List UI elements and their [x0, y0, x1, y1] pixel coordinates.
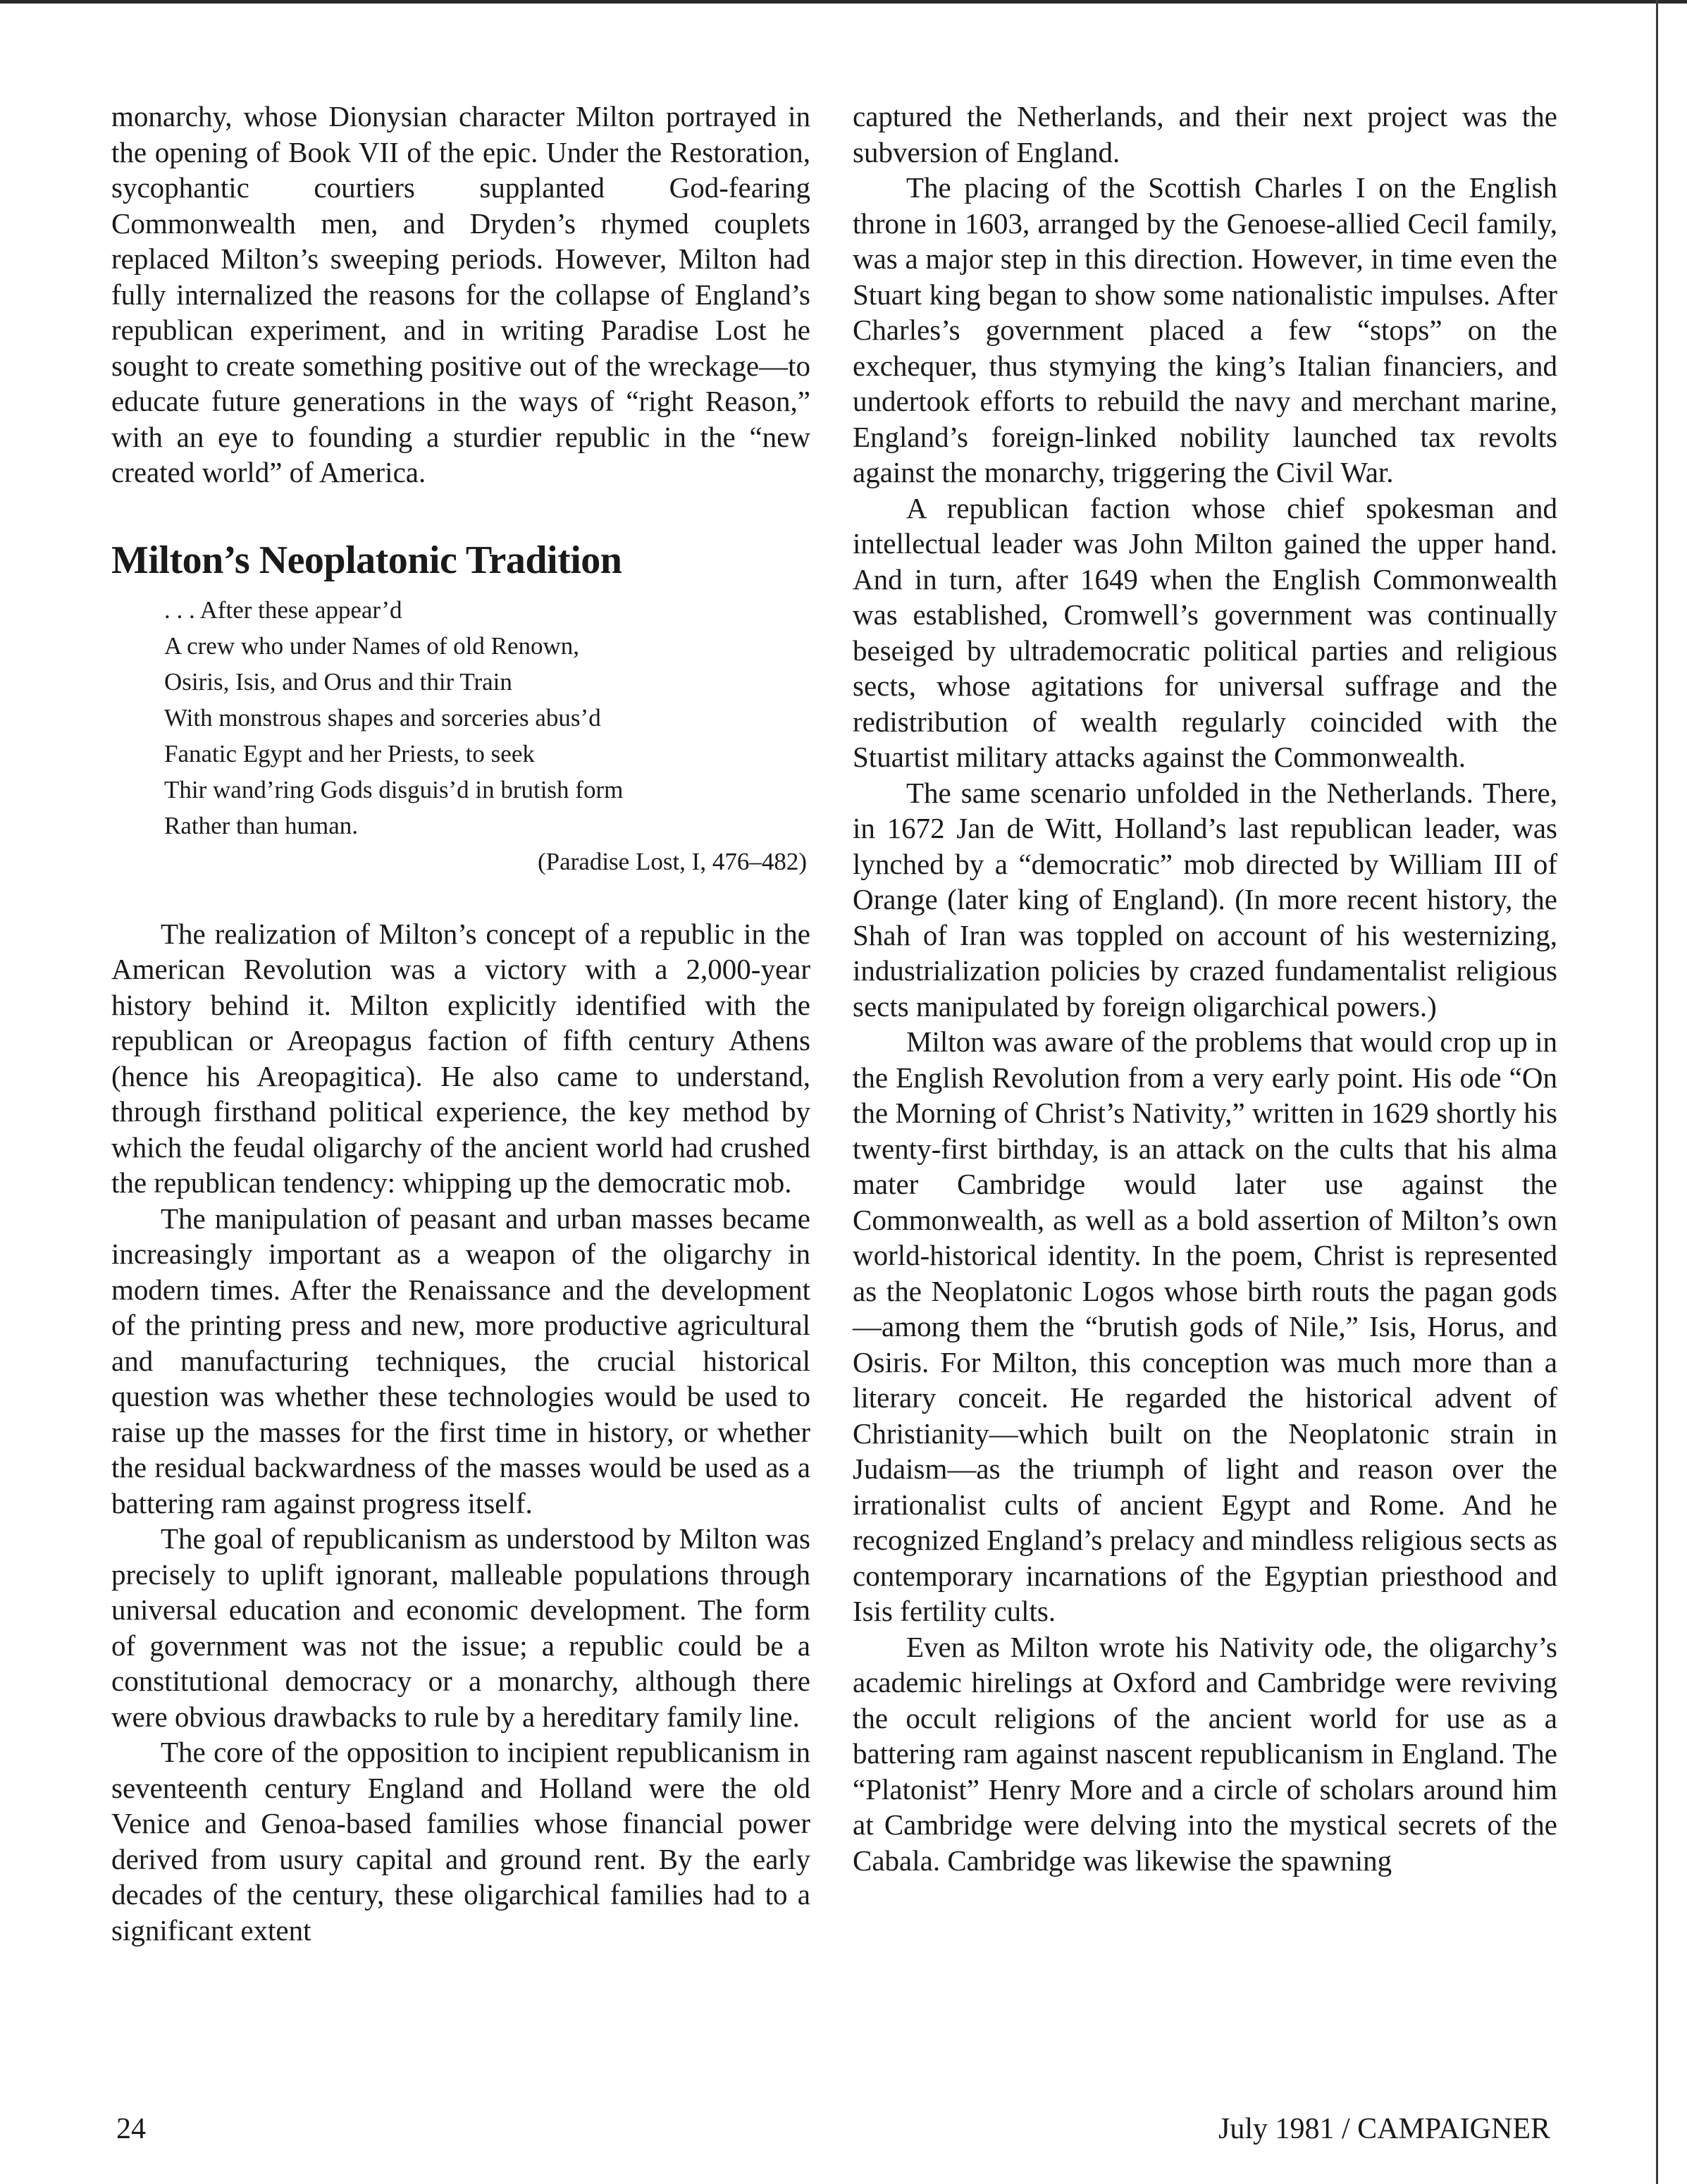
- epigraph-line: Thir wand’ring Gods disguis’d in brutish form: [164, 775, 624, 803]
- body-paragraph: Even as Milton wrote his Nativity ode, the oligarchy’s academic hirelings at Oxford and Cambridge were reviving the occult religions of the ancient world for use as a battering ram against nascent republicanism in England. The “Platonist” Henry More and a circle of scholars around him at Cambridge were delving into the mystical secrets of the Cabala. Cambridge was likewise the spawning: [853, 1630, 1557, 1877]
- epigraph: [164, 592, 810, 880]
- right-border-rule: [1656, 0, 1658, 2184]
- body-paragraph: A republican faction whose chief spokesman and intellectual leader was John Milton gained the upper hand. And in turn, after 1649 when the English Commonwealth was established, Cromwell’s government was continually beseiged by ultrademocratic political parties and religious sects, whose agitations for universal suffrage and the redistribution of wealth regularly coincided with the Stuartist military attacks against the Commonwealth.: [853, 491, 1557, 773]
- epigraph-line: . . . After these appear’d: [164, 596, 402, 624]
- epigraph-line: Rather than human.: [164, 811, 359, 839]
- epigraph-line: With monstrous shapes and sorceries abus’d: [164, 703, 601, 732]
- body-paragraph: The manipulation of peasant and urban masses became increasingly important as a weapon of the oligarchy in modern times. After the Renaissance and the development of the printing press and new, more productive agricultural and manufacturing techniques, the crucial historical question was whether these technologies would be used to raise up the masses for the first time in history, or whether the residual backwardness of the masses would be used as a battering ram against progress itself.: [111, 1202, 810, 1519]
- section-heading: Milton’s Neoplatonic Tradition: [111, 538, 622, 582]
- body-paragraph: Milton was aware of the problems that would crop up in the English Revolution from a very early point. His ode “On the Morning of Christ’s Nativity,” written in 1629 shortly his twenty-first birthday, is an attack on the cults that his alma mater Cambridge would later use against the Commonwealth, as well as a bold assertion of Milton’s own world-historical identity. In the poem, Christ is represented as the Neoplatonic Logos whose birth routs the pagan gods—among them the “brutish gods of Nile,” Isis, Horus, and Osiris. For Milton, this conception was much more than a literary conceit. He regarded the historical advent of Christianity—which built on the Neoplatonic strain in Judaism—as the triumph of light and reason over the irrationalist cults of ancient Egypt and Rome. And he recognized England’s prelacy and mindless religious sects as contemporary incarnations of the Egyptian priesthood and Isis fertility cults.: [853, 1025, 1557, 1627]
- page-number: 24: [116, 2113, 146, 2145]
- body-paragraph: The core of the opposition to incipient republicanism in seventeenth century England and Holland were the old Venice and Genoa-based families whose financial power derived from usury capital and ground rent. By the early decades of the century, these oligarchical families had to a significant extent: [111, 1736, 810, 1947]
- epigraph-line: Fanatic Egypt and her Priests, to seek: [164, 739, 535, 767]
- epigraph-line: A crew who under Names of old Renown,: [164, 631, 580, 660]
- body-paragraph: The same scenario unfolded in the Netherlands. There, in 1672 Jan de Witt, Holland’s last republican leader, was lynched by a “democratic” mob directed by William III of Orange (later king of England). (In more recent history, the Shah of Iran was toppled on account of his westernizing, industrialization policies by crazed fundamentalist religious sects manipulated by foreign oligarchical powers.): [853, 776, 1557, 1023]
- running-footer: July 1981 / CAMPAIGNER: [1218, 2113, 1550, 2145]
- left-column: [111, 99, 810, 1948]
- epigraph-citation: (Paradise Lost, I, 476–482): [537, 847, 807, 875]
- body-paragraph: The realization of Milton’s concept of a republic in the American Revolution was a victory with a 2,000-year history behind it. Milton explicitly identified with the republican or Areopagus faction of fifth century Athens (hence his Areopagitica). He also came to understand, through firsthand political experience, the key method by which the feudal oligarchy of the ancient world had crushed the republican tendency: whipping up the democratic mob.: [111, 917, 810, 1199]
- top-border-rule: [0, 0, 1687, 4]
- body-paragraph: captured the Netherlands, and their next project was the subversion of England.: [853, 100, 1557, 168]
- body-paragraph: The placing of the Scottish Charles I on the English throne in 1603, arranged by the Genoese-allied Cecil family, was a major step in this direction. However, in time even the Stuart king began to show some nationalistic impulses. After Charles’s government placed a few “stops” on the exchequer, thus stymying the king’s Italian financiers, and undertook efforts to rebuild the navy and merchant marine, England’s foreign-linked nobility launched tax revolts against the monarchy, triggering the Civil War.: [853, 171, 1557, 488]
- right-column: [853, 99, 1557, 1878]
- epigraph-line: Osiris, Isis, and Orus and thir Train: [164, 667, 512, 696]
- body-paragraph: The goal of republicanism as understood by Milton was precisely to uplift ignorant, malleable populations through universal education and economic development. The form of government was not the issue; a republic could be a constitutional democracy or a monarchy, although there were obvious drawbacks to rule by a hereditary family line.: [111, 1522, 810, 1733]
- body-paragraph: monarchy, whose Dionysian character Milton portrayed in the opening of Book VII of the epic. Under the Restoration, sycophantic courtiers supplanted God-fearing Commonwealth men, and Dryden’s rhymed couplets replaced Milton’s sweeping periods. However, Milton had fully internalized the reasons for the collapse of England’s republican experiment, and in writing Paradise Lost he sought to create something positive out of the wreckage—to educate future generations in the ways of “right Reason,” with an eye to founding a sturdier republic in the “new created world” of America.: [111, 100, 810, 488]
